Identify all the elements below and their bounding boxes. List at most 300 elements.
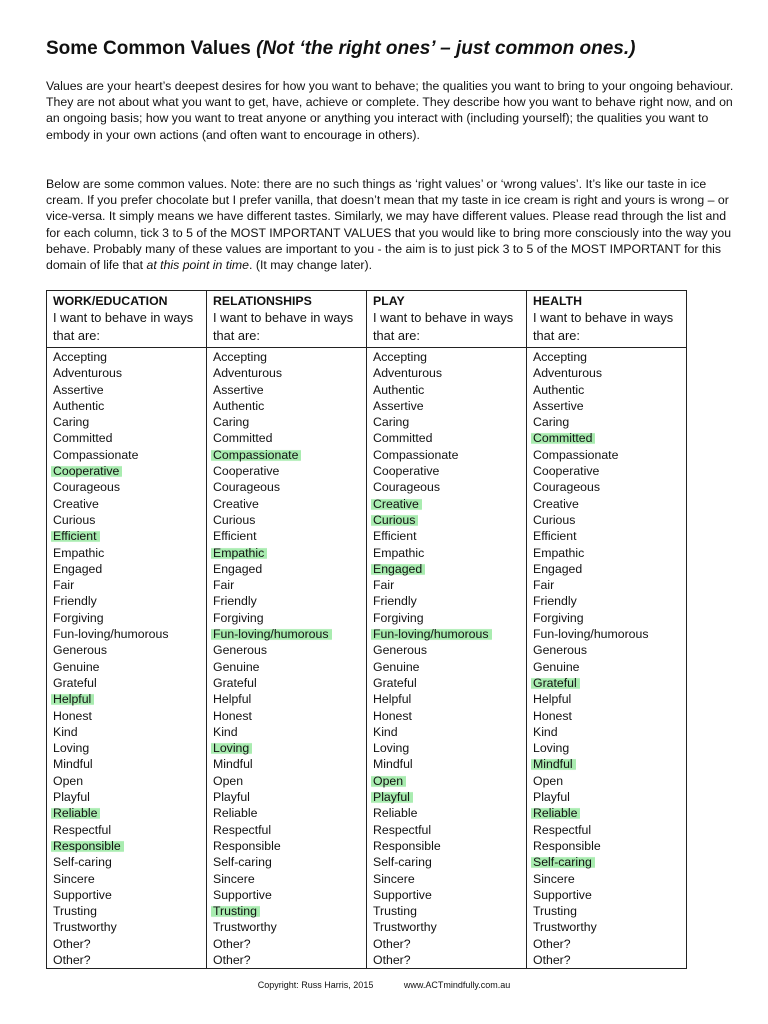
list-item[interactable] xyxy=(533,414,686,430)
values-list xyxy=(533,348,686,968)
value-label: Mindful xyxy=(373,757,413,772)
list-item[interactable] xyxy=(533,952,686,968)
list-item[interactable] xyxy=(53,463,206,479)
instructions-main: Below are some common values. Note: there are no such things as ‘right values’ or ‘wrong values’. It’s like our taste in ice cream. If you prefer chocolate but I prefer vanilla, that doesn’t mean that my taste in ice cream is right and yours is wrong – or vice-versa. It simply means we have different tastes. Similarly, we may have different values. Please read through the list and for each column, tick 3 to 5 of the MOST IMPORTANT VALUES that you would like to bring more consciously into the way you behave. Probably many of these values are important to you - the aim is to just pick 3 to 5 of the MOST IMPORTANT for this domain of life that xyxy=(46,177,732,273)
value-label: Loving xyxy=(373,741,410,756)
value-label: Fair xyxy=(53,578,75,593)
list-item[interactable] xyxy=(213,414,366,430)
value-label: Empathic xyxy=(53,545,105,560)
value-label: Empathic xyxy=(211,546,267,560)
list-item[interactable] xyxy=(533,691,686,707)
list-item[interactable] xyxy=(53,952,206,968)
list-item[interactable] xyxy=(213,479,366,495)
column-header-play xyxy=(367,291,527,348)
list-item[interactable] xyxy=(213,545,366,561)
value-label: Adventurous xyxy=(373,366,443,381)
value-label: Kind xyxy=(53,724,78,739)
list-item[interactable] xyxy=(213,708,366,724)
list-item[interactable] xyxy=(373,528,526,544)
value-label: Fun-loving/humorous xyxy=(371,627,492,641)
list-item[interactable] xyxy=(373,430,526,446)
list-item[interactable] xyxy=(53,838,206,854)
list-item[interactable] xyxy=(213,854,366,870)
value-label: Grateful xyxy=(531,676,580,690)
value-label: Grateful xyxy=(373,675,417,690)
values-list xyxy=(373,348,526,968)
list-item[interactable] xyxy=(373,789,526,805)
value-label: Helpful xyxy=(213,692,252,707)
value-label: Cooperative xyxy=(51,464,122,478)
list-item[interactable] xyxy=(373,740,526,756)
value-label: Curious xyxy=(371,513,418,527)
column-subheader: I want to behave in ways that are: xyxy=(213,310,354,343)
list-item[interactable] xyxy=(213,626,366,642)
value-label: Efficient xyxy=(533,529,577,544)
value-label: Engaged xyxy=(533,561,583,576)
value-label: Accepting xyxy=(213,350,268,364)
list-item[interactable] xyxy=(213,430,366,446)
list-item[interactable] xyxy=(53,479,206,495)
column-name: PLAY xyxy=(373,294,405,308)
list-item[interactable] xyxy=(533,593,686,609)
value-label: Loving xyxy=(211,741,252,755)
footer-copyright: Copyright: Russ Harris, 2015 xyxy=(257,980,374,990)
value-label: Respectful xyxy=(373,822,432,837)
value-label: Generous xyxy=(533,643,588,658)
value-label: Friendly xyxy=(533,594,577,609)
value-label: Self-caring xyxy=(373,855,432,870)
value-label: Responsible xyxy=(533,838,601,853)
list-item[interactable] xyxy=(53,642,206,658)
value-label: Sincere xyxy=(53,871,95,886)
value-label: Fair xyxy=(373,578,395,593)
value-label: Engaged xyxy=(371,562,425,576)
list-item[interactable] xyxy=(53,871,206,887)
value-label: Fun-loving/humorous xyxy=(533,627,649,642)
value-label: Generous xyxy=(373,643,428,658)
footer xyxy=(0,980,768,990)
list-item[interactable] xyxy=(213,610,366,626)
list-item[interactable] xyxy=(213,561,366,577)
list-item[interactable] xyxy=(373,919,526,935)
value-label: Honest xyxy=(373,708,412,723)
list-item[interactable] xyxy=(213,773,366,789)
column-header-health xyxy=(527,291,687,348)
value-label: Open xyxy=(533,773,564,788)
value-label: Authentic xyxy=(213,398,265,413)
list-item[interactable] xyxy=(53,561,206,577)
value-label: Other? xyxy=(373,936,411,951)
list-item[interactable] xyxy=(213,887,366,903)
list-item[interactable] xyxy=(373,447,526,463)
value-label: Genuine xyxy=(373,659,420,674)
column-header-relationships xyxy=(207,291,367,348)
value-label: Efficient xyxy=(51,529,100,543)
list-item[interactable] xyxy=(53,675,206,691)
list-item[interactable] xyxy=(213,756,366,772)
value-label: Kind xyxy=(373,724,398,739)
list-item[interactable] xyxy=(53,789,206,805)
list-item[interactable] xyxy=(533,447,686,463)
value-label: Assertive xyxy=(213,382,264,397)
value-label: Friendly xyxy=(53,594,97,609)
list-item[interactable] xyxy=(373,496,526,512)
value-label: Compassionate xyxy=(373,447,459,462)
value-label: Creative xyxy=(53,496,99,511)
list-item[interactable] xyxy=(533,838,686,854)
list-item[interactable] xyxy=(373,903,526,919)
list-item[interactable] xyxy=(533,528,686,544)
list-item[interactable] xyxy=(533,822,686,838)
list-item[interactable] xyxy=(213,349,366,365)
list-item[interactable] xyxy=(373,414,526,430)
list-item[interactable] xyxy=(213,512,366,528)
list-item[interactable] xyxy=(533,919,686,935)
value-label: Supportive xyxy=(533,887,592,902)
value-label: Kind xyxy=(533,724,558,739)
value-label: Caring xyxy=(533,415,570,430)
list-item[interactable] xyxy=(53,577,206,593)
list-item[interactable] xyxy=(213,871,366,887)
list-item[interactable] xyxy=(533,496,686,512)
list-item[interactable] xyxy=(373,675,526,691)
list-item[interactable] xyxy=(213,952,366,968)
value-label: Playful xyxy=(53,790,90,805)
value-label: Responsible xyxy=(213,838,281,853)
page-title xyxy=(46,38,635,60)
value-label: Responsible xyxy=(373,838,441,853)
list-item[interactable] xyxy=(533,773,686,789)
list-item[interactable] xyxy=(53,822,206,838)
value-label: Creative xyxy=(371,497,422,511)
list-item[interactable] xyxy=(213,659,366,675)
list-item[interactable] xyxy=(53,691,206,707)
list-item[interactable] xyxy=(213,740,366,756)
list-item[interactable] xyxy=(373,724,526,740)
values-cell-play xyxy=(367,348,527,969)
value-label: Courageous xyxy=(373,480,440,495)
list-item[interactable] xyxy=(373,382,526,398)
list-item[interactable] xyxy=(53,610,206,626)
value-label: Mindful xyxy=(531,757,576,771)
value-label: Caring xyxy=(213,415,250,430)
list-item[interactable] xyxy=(53,382,206,398)
value-label: Compassionate xyxy=(211,448,301,462)
value-label: Other? xyxy=(533,936,571,951)
value-label: Playful xyxy=(533,790,570,805)
list-item[interactable] xyxy=(53,724,206,740)
value-label: Genuine xyxy=(53,659,100,674)
value-label: Reliable xyxy=(373,806,418,821)
value-label: Engaged xyxy=(53,561,103,576)
list-item[interactable] xyxy=(53,626,206,642)
list-item[interactable] xyxy=(53,708,206,724)
list-item[interactable] xyxy=(533,577,686,593)
value-label: Efficient xyxy=(213,529,257,544)
value-label: Grateful xyxy=(53,675,97,690)
value-label: Supportive xyxy=(53,887,112,902)
list-item[interactable] xyxy=(373,871,526,887)
list-item[interactable] xyxy=(533,642,686,658)
value-label: Forgiving xyxy=(213,610,264,625)
value-label: Open xyxy=(53,773,84,788)
list-item[interactable] xyxy=(53,430,206,446)
list-item[interactable] xyxy=(533,610,686,626)
value-label: Responsible xyxy=(51,839,124,853)
value-label: Genuine xyxy=(213,659,260,674)
value-label: Grateful xyxy=(213,675,257,690)
list-item[interactable] xyxy=(53,805,206,821)
list-item[interactable] xyxy=(533,398,686,414)
value-label: Fair xyxy=(213,578,235,593)
value-label: Generous xyxy=(213,643,268,658)
list-item[interactable] xyxy=(53,545,206,561)
list-item[interactable] xyxy=(373,593,526,609)
list-item[interactable] xyxy=(533,659,686,675)
value-label: Creative xyxy=(533,496,579,511)
list-item[interactable] xyxy=(533,626,686,642)
list-item[interactable] xyxy=(213,447,366,463)
list-item[interactable] xyxy=(53,349,206,365)
list-item[interactable] xyxy=(533,349,686,365)
list-item[interactable] xyxy=(53,496,206,512)
instructions-end: . (It may change later). xyxy=(249,258,373,273)
list-item[interactable] xyxy=(53,919,206,935)
value-label: Mindful xyxy=(213,757,253,772)
list-item[interactable] xyxy=(533,805,686,821)
list-item[interactable] xyxy=(533,871,686,887)
value-label: Assertive xyxy=(373,398,424,413)
value-label: Playful xyxy=(371,790,413,804)
list-item[interactable] xyxy=(373,463,526,479)
list-item[interactable] xyxy=(373,626,526,642)
list-item[interactable] xyxy=(213,724,366,740)
instructions-paragraph xyxy=(46,176,736,273)
list-item[interactable] xyxy=(53,756,206,772)
list-item[interactable] xyxy=(213,528,366,544)
value-label: Other? xyxy=(53,952,91,967)
list-item[interactable] xyxy=(533,708,686,724)
value-label: Empathic xyxy=(533,545,585,560)
list-item[interactable] xyxy=(373,610,526,626)
value-label: Helpful xyxy=(51,692,94,706)
list-item[interactable] xyxy=(373,854,526,870)
list-item[interactable] xyxy=(53,512,206,528)
list-item[interactable] xyxy=(533,675,686,691)
value-label: Respectful xyxy=(533,822,592,837)
list-item[interactable] xyxy=(213,789,366,805)
list-item[interactable] xyxy=(373,545,526,561)
list-item[interactable] xyxy=(213,577,366,593)
list-item[interactable] xyxy=(213,593,366,609)
value-label: Accepting xyxy=(533,350,588,364)
list-item[interactable] xyxy=(533,936,686,952)
values-cell-work xyxy=(47,348,207,969)
list-item[interactable] xyxy=(53,903,206,919)
value-label: Cooperative xyxy=(533,464,600,479)
value-label: Caring xyxy=(373,415,410,430)
list-item[interactable] xyxy=(213,496,366,512)
list-item[interactable] xyxy=(533,430,686,446)
list-item[interactable] xyxy=(213,463,366,479)
list-item[interactable] xyxy=(533,561,686,577)
list-item[interactable] xyxy=(373,479,526,495)
list-item[interactable] xyxy=(373,512,526,528)
values-list xyxy=(213,348,366,968)
list-item[interactable] xyxy=(213,822,366,838)
list-item[interactable] xyxy=(373,365,526,381)
value-label: Genuine xyxy=(533,659,580,674)
value-label: Trustworthy xyxy=(213,920,277,935)
value-label: Trusting xyxy=(211,904,260,918)
list-item[interactable] xyxy=(53,398,206,414)
list-item[interactable] xyxy=(213,382,366,398)
list-item[interactable] xyxy=(373,659,526,675)
list-item[interactable] xyxy=(373,349,526,365)
value-label: Authentic xyxy=(533,382,585,397)
value-label: Friendly xyxy=(373,594,417,609)
value-label: Adventurous xyxy=(213,366,283,381)
list-item[interactable] xyxy=(373,887,526,903)
value-label: Reliable xyxy=(213,806,258,821)
list-item[interactable] xyxy=(213,691,366,707)
list-item[interactable] xyxy=(53,528,206,544)
list-item[interactable] xyxy=(373,822,526,838)
list-item[interactable] xyxy=(53,365,206,381)
value-label: Adventurous xyxy=(53,366,123,381)
column-subheader: I want to behave in ways that are: xyxy=(53,310,194,343)
value-label: Generous xyxy=(53,643,108,658)
value-label: Loving xyxy=(533,741,570,756)
list-item[interactable] xyxy=(533,463,686,479)
values-cell-health xyxy=(527,348,687,969)
column-name: WORK/EDUCATION xyxy=(53,294,168,308)
value-label: Committed xyxy=(213,431,273,446)
value-label: Sincere xyxy=(533,871,575,886)
list-item[interactable] xyxy=(373,561,526,577)
value-label: Supportive xyxy=(373,887,432,902)
list-item[interactable] xyxy=(533,382,686,398)
table-header-row xyxy=(47,291,687,348)
list-item[interactable] xyxy=(533,479,686,495)
value-label: Committed xyxy=(373,431,433,446)
value-label: Other? xyxy=(373,952,411,967)
value-label: Courageous xyxy=(533,480,600,495)
list-item[interactable] xyxy=(53,447,206,463)
value-label: Other? xyxy=(53,936,91,951)
list-item[interactable] xyxy=(373,577,526,593)
value-label: Honest xyxy=(53,708,92,723)
list-item[interactable] xyxy=(53,414,206,430)
column-name: HEALTH xyxy=(533,294,582,308)
list-item[interactable] xyxy=(53,773,206,789)
list-item[interactable] xyxy=(533,789,686,805)
value-label: Honest xyxy=(213,708,252,723)
value-label: Authentic xyxy=(53,398,105,413)
list-item[interactable] xyxy=(533,740,686,756)
list-item[interactable] xyxy=(53,854,206,870)
list-item[interactable] xyxy=(373,773,526,789)
value-label: Courageous xyxy=(213,480,280,495)
list-item[interactable] xyxy=(533,854,686,870)
value-label: Empathic xyxy=(373,545,425,560)
list-item[interactable] xyxy=(53,593,206,609)
list-item[interactable] xyxy=(533,887,686,903)
value-label: Curious xyxy=(533,512,576,527)
value-label: Self-caring xyxy=(531,855,595,869)
list-item[interactable] xyxy=(213,398,366,414)
value-label: Open xyxy=(213,773,244,788)
value-label: Helpful xyxy=(533,692,572,707)
list-item[interactable] xyxy=(213,919,366,935)
list-item[interactable] xyxy=(373,398,526,414)
value-label: Forgiving xyxy=(53,610,104,625)
list-item[interactable] xyxy=(53,936,206,952)
footer-website[interactable]: www.ACTmindfully.com.au xyxy=(403,980,511,990)
values-table xyxy=(46,290,687,969)
list-item[interactable] xyxy=(373,952,526,968)
value-label: Reliable xyxy=(51,806,100,820)
list-item[interactable] xyxy=(213,365,366,381)
value-label: Forgiving xyxy=(373,610,424,625)
list-item[interactable] xyxy=(373,691,526,707)
list-item[interactable] xyxy=(373,805,526,821)
list-item[interactable] xyxy=(213,805,366,821)
list-item[interactable] xyxy=(373,756,526,772)
list-item[interactable] xyxy=(373,708,526,724)
list-item[interactable] xyxy=(533,903,686,919)
list-item[interactable] xyxy=(213,903,366,919)
value-label: Trustworthy xyxy=(533,920,597,935)
value-label: Accepting xyxy=(373,350,428,364)
value-label: Other? xyxy=(533,952,571,967)
list-item[interactable] xyxy=(53,659,206,675)
list-item[interactable] xyxy=(373,936,526,952)
value-label: Fun-loving/humorous xyxy=(53,627,169,642)
list-item[interactable] xyxy=(53,887,206,903)
value-label: Courageous xyxy=(53,480,120,495)
list-item[interactable] xyxy=(373,838,526,854)
list-item[interactable] xyxy=(533,545,686,561)
value-label: Trusting xyxy=(53,904,97,919)
list-item[interactable] xyxy=(533,365,686,381)
title-main: Some Common Values xyxy=(46,38,257,59)
list-item[interactable] xyxy=(213,936,366,952)
list-item[interactable] xyxy=(213,675,366,691)
list-item[interactable] xyxy=(53,740,206,756)
value-label: Fair xyxy=(533,578,555,593)
value-label: Cooperative xyxy=(373,464,440,479)
list-item[interactable] xyxy=(533,756,686,772)
list-item[interactable] xyxy=(533,724,686,740)
value-label: Self-caring xyxy=(53,855,112,870)
value-label: Friendly xyxy=(213,594,257,609)
column-subheader: I want to behave in ways that are: xyxy=(373,310,514,343)
value-label: Other? xyxy=(213,952,251,967)
list-item[interactable] xyxy=(533,512,686,528)
value-label: Assertive xyxy=(53,382,104,397)
value-label: Trusting xyxy=(533,904,577,919)
list-item[interactable] xyxy=(373,642,526,658)
title-italic: (Not ‘the right ones’ – just common ones.) xyxy=(256,38,636,59)
value-label: Reliable xyxy=(531,806,580,820)
value-label: Supportive xyxy=(213,887,272,902)
list-item[interactable] xyxy=(213,642,366,658)
value-label: Creative xyxy=(213,496,259,511)
column-subheader: I want to behave in ways that are: xyxy=(533,310,674,343)
list-item[interactable] xyxy=(213,838,366,854)
intro-paragraph: Values are your heart’s deepest desires for how you want to behave; the qualities you want to bring to your ongoing behaviour. They are not about what you want to get, have, achieve or complete. They describe how you want to behave right now, and on an ongoing basis; how you want to treat anyone or anything you interact with (including yourself); the qualities you want to embody in your own actions (and often want to encourage in others). xyxy=(46,79,734,142)
